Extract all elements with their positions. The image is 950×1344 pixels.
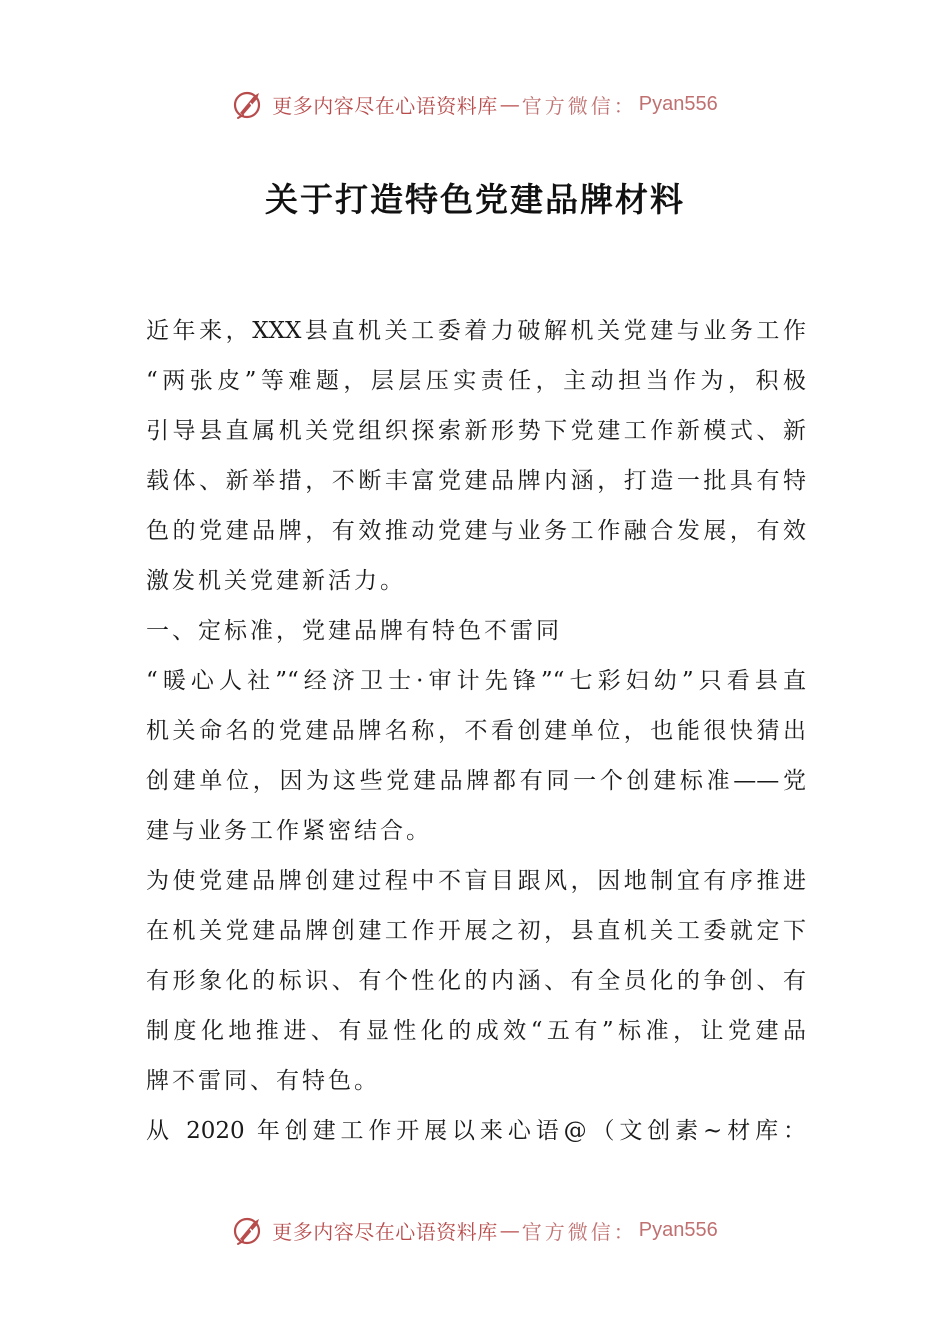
body-line: 从 2020 年创建工作开展以来心语@（文创素~材库：: [146, 1118, 806, 1144]
footer-watermark: [0, 1208, 950, 1252]
pen-nib-logo-icon: [232, 1213, 266, 1247]
body-line: 牌不雷同、有特色。: [146, 1068, 380, 1094]
body-line: 机关命名的党建品牌名称，不看创建单位，也能很快猜出: [146, 718, 806, 744]
watermark-wechat-label: 官方微信：: [521, 1219, 637, 1244]
header-watermark: [0, 82, 950, 126]
body-line: 建与业务工作紧密结合。: [146, 818, 432, 844]
body-line: 创建单位，因为这些党建品牌都有同一个创建标准——党: [146, 768, 806, 794]
watermark-wechat-id: Pyan556: [638, 1218, 718, 1241]
body-line: 制度化地推进、有显性化的成效“五有”标准，让党建品: [146, 1018, 806, 1044]
document-title: 关于打造特色党建品牌材料: [265, 180, 685, 219]
body-line: 色的党建品牌，有效推动党建与业务工作融合发展，有效: [146, 518, 806, 544]
section-heading: 一、定标准，党建品牌有特色不雷同: [146, 618, 562, 644]
body-line: 在机关党建品牌创建工作开展之初，县直机关工委就定下: [146, 918, 806, 944]
watermark-site-name: 更多内容尽在心语资料库: [272, 93, 498, 118]
body-line: 有形象化的标识、有个性化的内涵、有全员化的争创、有: [146, 968, 806, 994]
body-line: 引导县直属机关党组织探索新形势下党建工作新模式、新: [146, 418, 806, 444]
watermark-wechat-id: Pyan556: [638, 92, 718, 115]
watermark-separator: —: [499, 92, 520, 116]
body-line: 近年来，XXX县直机关工委着力破解机关党建与业务工作: [146, 318, 806, 344]
watermark-separator: —: [499, 1218, 520, 1242]
body-line: “两张皮”等难题，层层压实责任，主动担当作为，积极: [146, 368, 806, 394]
watermark-site-name: 更多内容尽在心语资料库: [272, 1219, 498, 1244]
document-body: [146, 306, 806, 1156]
body-line: 为使党建品牌创建过程中不盲目跟风，因地制宜有序推进: [146, 868, 806, 894]
pen-nib-logo-icon: [232, 87, 266, 121]
body-line: “暖心人社”“经济卫士·审计先锋”“七彩妇幼”只看县直: [146, 668, 806, 694]
body-line: 激发机关党建新活力。: [146, 568, 406, 594]
body-line: 载体、新举措，不断丰富党建品牌内涵，打造一批具有特: [146, 468, 806, 494]
watermark-wechat-label: 官方微信：: [521, 93, 637, 118]
